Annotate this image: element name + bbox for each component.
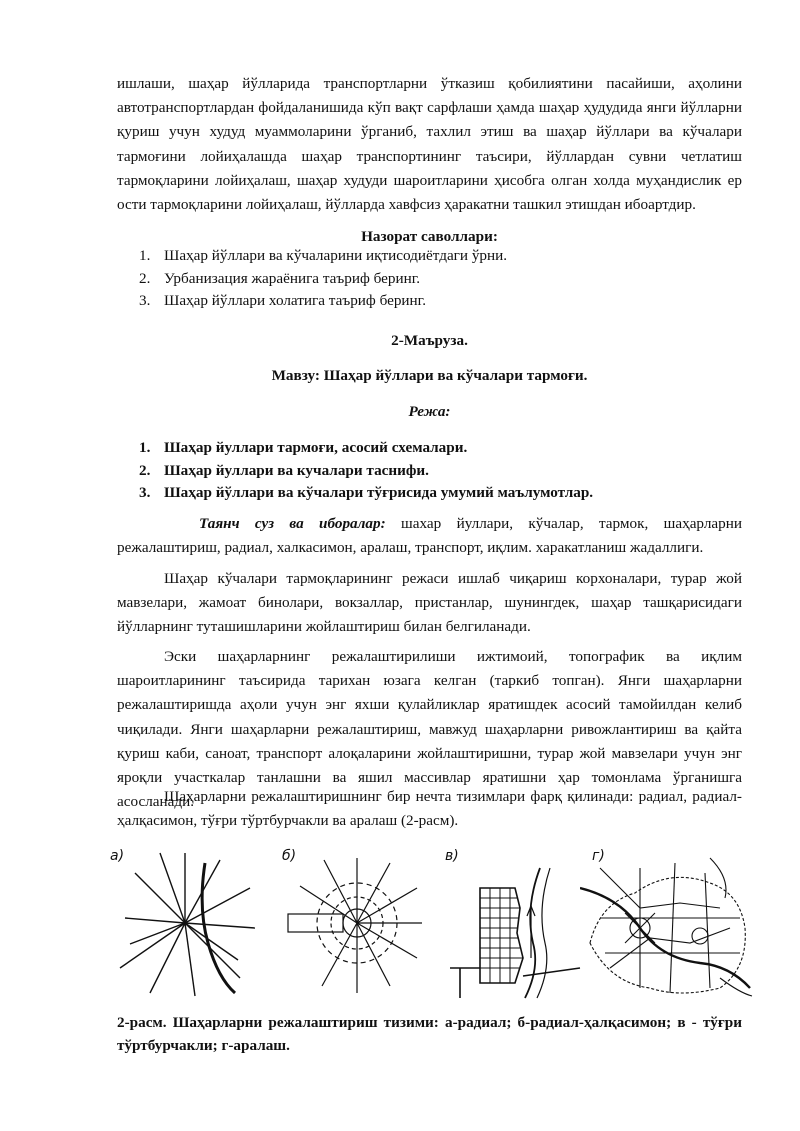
list-item: 3. Шаҳар йўллари холатига таъриф беринг. [139,292,426,309]
keywords-label: Таянч суз ва иборалар: [199,515,386,532]
questions-list [117,245,717,313]
body-paragraph-3: Шаҳарларни режалаштиришнинг бир нечта тизимлари фарқ қилинади: радиал, радиал-ҳалқасимон, тўғри тўртбурчакли ва аралаш (2-расм). [117,788,742,830]
list-item: 3. Шаҳар йўллари ва кўчалари тўғрисида умумий маълумотлар. [139,484,594,501]
list-item: 1. Шаҳар йўллари ва кўчаларини иқтисодиётдаги ўрни. [139,247,508,264]
keywords-paragraph [117,512,742,560]
list-item: 2. Урбанизация жараёнига таъриф беринг. [139,269,421,287]
figure-label-g: г) [592,848,605,864]
mixed-scheme-drawing [580,848,755,1003]
plan-heading: Режа: [408,403,451,420]
rectangular-scheme-drawing [445,848,585,1003]
figure-rectangular [445,848,585,1003]
list-item: 2. Шаҳар йуллари ва кучалари таснифи. [139,461,429,479]
questions-heading: Назорат саволлари: [361,228,498,245]
radial-scheme-drawing [110,848,260,998]
plan-list [117,437,717,505]
intro-paragraph: ишлаши, шаҳар йўлларида транспортларни ўтказиш қобилиятини пасайиши, аҳолини автотранспортлардан фойдаланишида кўп вақт сарфлаши ҳамда шаҳар ҳудудида янги йўлларни қуриш учун худуд муаммоларини ўрганиб, тахлил этиш ва шаҳар йўллари ва кўчалари тармоғини лойиҳалашда шаҳар транспортининг таъсири, йўллардан сувни четлатиш тармоқларини лойиҳалаш, шаҳар худуди шароитларини ҳисобга олган холда муҳандислик ер ости тармоқларини лойиҳалаш, йўлларда хавфсиз ҳаракатни ташкил этишдан ибоартдир. [117,75,742,214]
figure-label-v: в) [445,848,459,864]
figure-caption: 2-расм. Шаҳарларни режалаштириш тизими: а-радиал; б-радиал-ҳалқасимон; в - тўғри тўртбурчакли; г-аралаш. [117,1014,742,1054]
lecture-topic: Мавзу: Шаҳар йўллари ва кўчалари тармоғи. [271,367,588,384]
keywords-text: шахар йуллари, кўчалар, тармок, шаҳарларни режалаштириш, радиал, халкасимон, аралаш, транспорт, иқлим. харакатланиш жадаллиги. [117,515,742,557]
figure-mixed [580,848,755,1003]
figure-label-b: б) [282,848,297,864]
body-paragraph-1: Шаҳар кўчалари тармоқларининг режаси ишлаб чиқариш корхоналари, турар жой мавзелари, жамоат бинолари, вокзаллар, пристанлар, шунингдек, шаҳар ташқарисидаги йўлларнинг туташишларини жойлаштириш билан белгиланади. [117,570,742,636]
figure-radial-ring [282,848,432,998]
planning-systems-figure [110,848,750,1003]
radial-ring-scheme-drawing [282,848,432,998]
figure-label-a: а) [110,848,125,864]
list-item: 1. Шаҳар йуллари тармоғи, асосий схемалари. [139,439,468,456]
lecture-number: 2-Маъруза. [391,332,468,349]
body-paragraph-2: Эски шаҳарларнинг режалаштирилиши ижтимоий, топографик ва иқлим шароитларининг таъсирида тарихан юзага келган (таркиб топган). Янги шаҳарларни режалаштиришда аҳоли учун энг яхши қулайликлар яратишдек асосий тамойилдан келиб чиқилади. Янги шаҳарларни режалаштириш, мавжуд шаҳарларни ривожлантириш ва қайта қуриш каби, саноат, транспорт алоқаларини жойлаштиришни, турар жой мавзелари учун энг яроқли участкалар танлашни ва яшил массивлар яратишни ҳар томонлама ўрганишга асосланади. [117,648,742,811]
figure-radial [110,848,260,998]
